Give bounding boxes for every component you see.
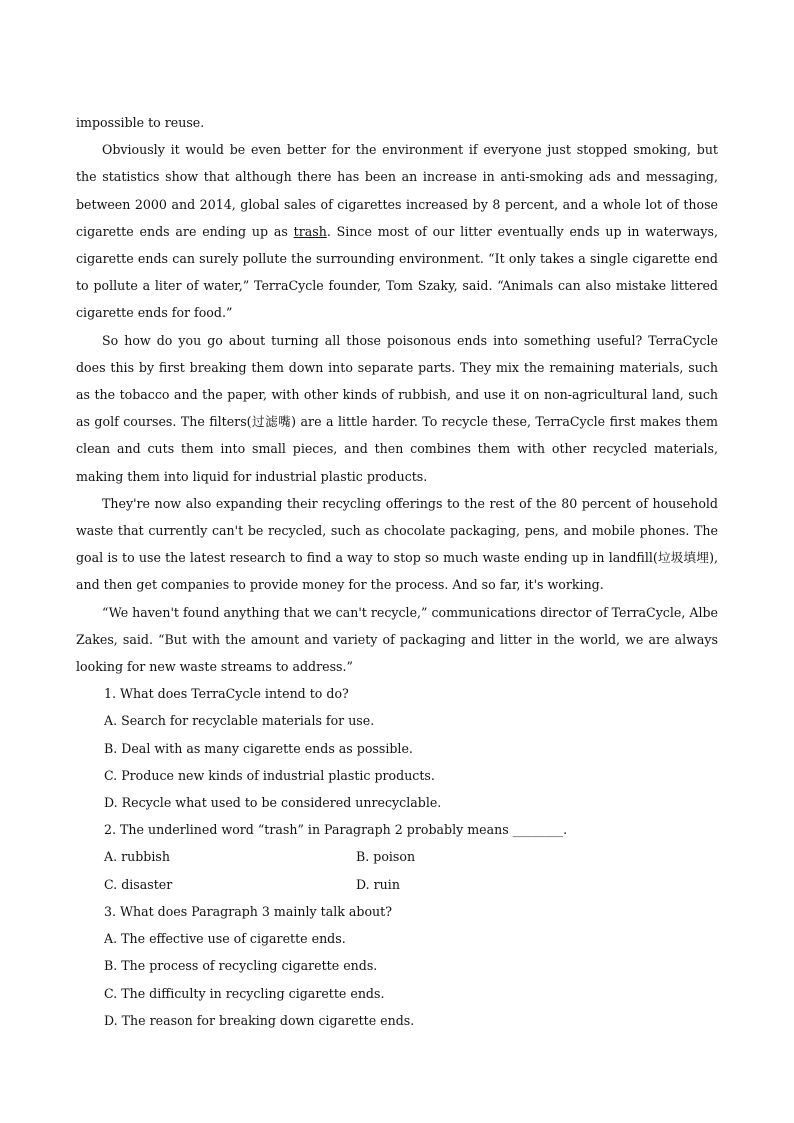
question-2-options-row-2 <box>76 871 718 898</box>
question-2-option-d: D. ruin <box>356 876 400 892</box>
paragraph-3: So how do you go about turning all those poisonous ends into something useful? TerraCycle does this by first breaking them down into separate parts. They mix the remaining materials, such as the tobacco and the paper, with other kinds of rubbish, and use it on non-agricultural land, such as golf courses. The filters(过滤嘴) are a little harder. To recycle these, TerraCycle first makes them clean and cuts them into small pieces, and then combines them with other recycled materials, making them into liquid for industrial plastic products. <box>76 332 718 484</box>
question-1-option-b: B. Deal with as many cigarette ends as possible. <box>104 740 413 756</box>
paragraph-2 <box>76 136 718 326</box>
question-3-option-a: A. The effective use of cigarette ends. <box>104 931 346 947</box>
question-3-option-d: D. The reason for breaking down cigarette ends. <box>104 1012 415 1028</box>
question-1-option-c: C. Produce new kinds of industrial plastic products. <box>104 767 435 783</box>
paragraph-2-text-b: . Since most of our litter eventually ends up in waterways, cigarette ends can surely pollute the surrounding environment. “It only takes a single cigarette end to pollute a liter of water,” TerraCycle founder, Tom Szaky, said. “Animals can also mistake littered cigarette ends for food.” <box>76 223 718 321</box>
question-2-stem: 2. The underlined word “trash” in Paragraph 2 probably means ________. <box>104 822 568 838</box>
question-3-option-b: B. The process of recycling cigarette ends. <box>104 958 378 974</box>
paragraph-2-text-a: Obviously it would be even better for the environment if everyone just stopped smoking, but the statistics show that although there has been an increase in anti-smoking ads and messaging, between 2000 and 2014, global sales of cigarettes increased by 8 percent, and a whole lot of those cigarette ends are ending up as <box>76 142 718 239</box>
document-page <box>76 109 718 1034</box>
question-1-option-d: D. Recycle what used to be considered unrecyclable. <box>104 795 442 811</box>
question-2-option-b: B. poison <box>356 849 416 865</box>
paragraph-4: They're now also expanding their recycling offerings to the rest of the 80 percent of household waste that currently can't be recycled, such as chocolate packaging, pens, and mobile phones. The goal is to use the latest research to find a way to stop so much waste ending up in landfill(垃圾填埋), and then get companies to provide money for the process. And so far, it's working. <box>76 495 718 593</box>
underlined-word-trash: trash <box>293 223 327 239</box>
question-2-option-a: A. rubbish <box>104 849 170 865</box>
question-1-option-a: A. Search for recyclable materials for use. <box>104 713 375 729</box>
question-2-option-c: C. disaster <box>104 876 173 892</box>
paragraph-5: “We haven't found anything that we can't recycle,” communications director of TerraCycle, Albe Zakes, said. “But with the amount and variety of packaging and litter in the world, we are always looking for new waste streams to address.” <box>76 604 718 675</box>
question-3-option-c: C. The difficulty in recycling cigarette ends. <box>104 985 385 1001</box>
paragraph-continuation: impossible to reuse. <box>76 115 205 130</box>
question-3-stem: 3. What does Paragraph 3 mainly talk about? <box>104 903 392 919</box>
question-2-options-row-1 <box>76 843 718 870</box>
question-1-stem: 1. What does TerraCycle intend to do? <box>104 686 349 702</box>
